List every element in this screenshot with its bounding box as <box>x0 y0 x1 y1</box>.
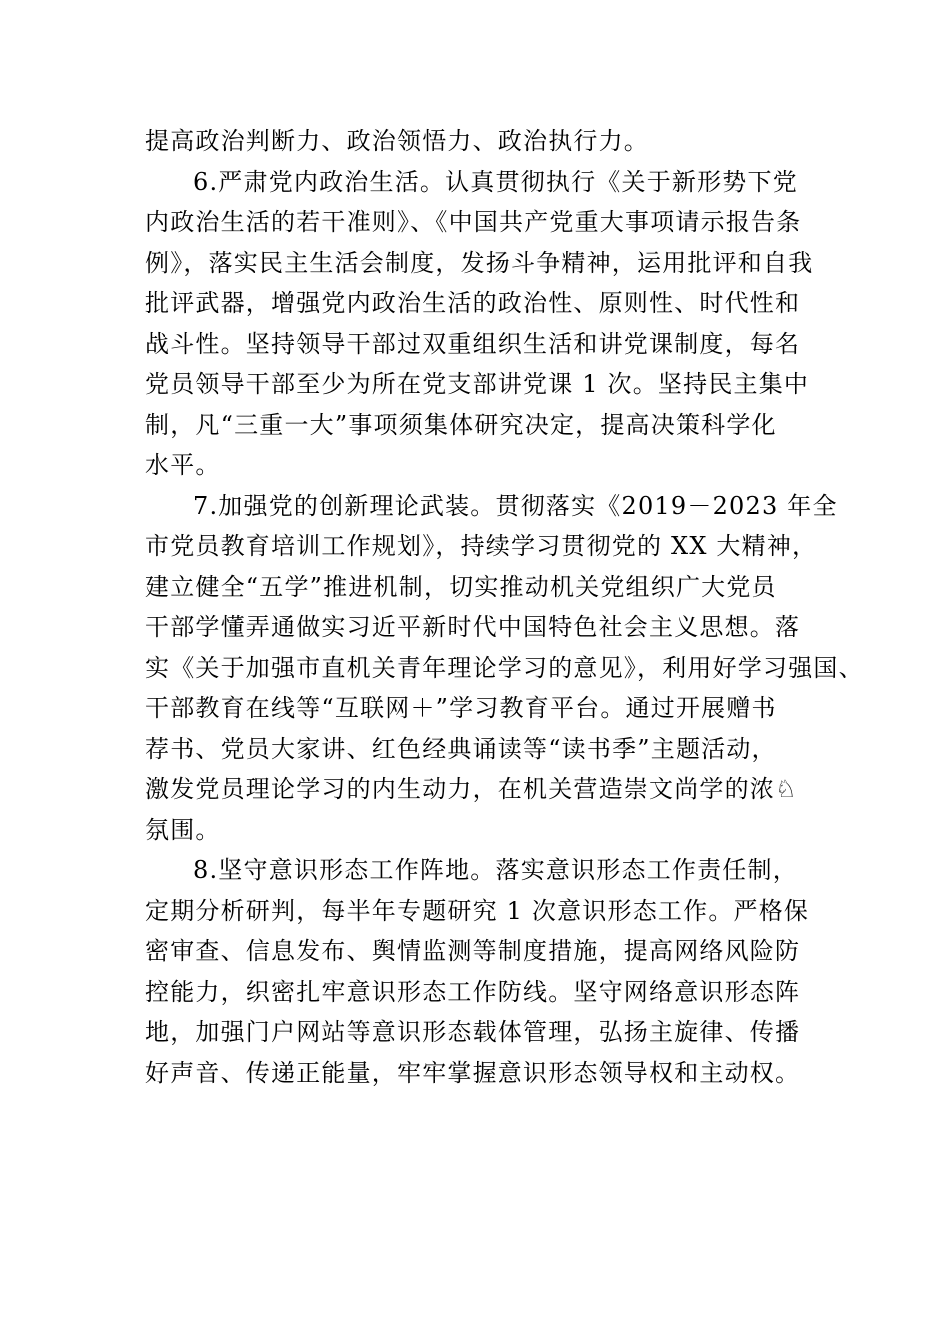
paragraph-line: 党员领导干部至少为所在党支部讲党课 1 次。坚持民主集中 <box>145 370 810 398</box>
paragraph-line: 密审查、信息发布、舆情监测等制度措施，提高网络风险防 <box>145 937 801 965</box>
paragraph-line: 激发党员理论学习的内生动力，在机关营造崇文尚学的浓♘ <box>145 775 798 803</box>
paragraph-line: 制，凡“三重一大”事项须集体研究决定，提高决策科学化 <box>145 410 777 439</box>
paragraph-line: 荐书、党员大家讲、红色经典诵读等“读书季”主题活动， <box>145 734 777 763</box>
paragraph-line: 内政治生活的若干准则》、《中国共产党重大事项请示报告条 <box>145 208 802 236</box>
paragraph-line: 建立健全“五学”推进机制，切实推动机关党组织广大党员 <box>145 572 777 601</box>
document-body <box>145 121 864 1093</box>
paragraph-line: 水平。 <box>145 451 221 479</box>
paragraph-line: 提高政治判断力、政治领悟力、政治执行力。 <box>145 127 649 155</box>
paragraph-line: 干部教育在线等“互联网＋”学习教育平台。通过开展赠书 <box>145 694 777 722</box>
paragraph-line: 实《关于加强市直机关青年理论学习的意见》，利用好学习强国、 <box>145 653 864 682</box>
paragraph-line: 干部学懂弄通做实习近平新时代中国特色社会主义思想。落 <box>145 613 801 641</box>
item-8-heading-line: 8.坚守意识形态工作阵地。落实意识形态工作责任制， <box>193 856 798 884</box>
paragraph-line: 市党员教育培训工作规划》，持续学习贯彻党的 XX 大精神， <box>145 532 818 560</box>
paragraph-line: 控能力，织密扎牢意识形态工作防线。坚守网络意识形态阵 <box>145 977 801 1006</box>
paragraph-line: 好声音、传递正能量，牢牢掌握意识形态领导权和主动权。 <box>145 1058 801 1087</box>
paragraph-line: 批评武器，增强党内政治生活的政治性、原则性、时代性和 <box>145 289 801 317</box>
paragraph-line: 地，加强门户网站等意识形态载体管理，弘扬主旋律、传播 <box>145 1018 801 1046</box>
paragraph-line: 定期分析研判，每半年专题研究 1 次意识形态工作。严格保 <box>145 896 810 925</box>
paragraph-line: 氛围。 <box>145 815 221 844</box>
item-7-heading-line: 7.加强党的创新理论武装。贯彻落实《2019－2023 年全 <box>193 491 838 520</box>
paragraph-line: 战斗性。坚持领导干部过双重组织生活和讲党课制度，每名 <box>145 329 801 358</box>
item-6-heading-line: 6.严肃党内政治生活。认真贯彻执行《关于新形势下党 <box>193 167 798 196</box>
paragraph-line: 例》，落实民主生活会制度，发扬斗争精神，运用批评和自我 <box>145 248 814 277</box>
